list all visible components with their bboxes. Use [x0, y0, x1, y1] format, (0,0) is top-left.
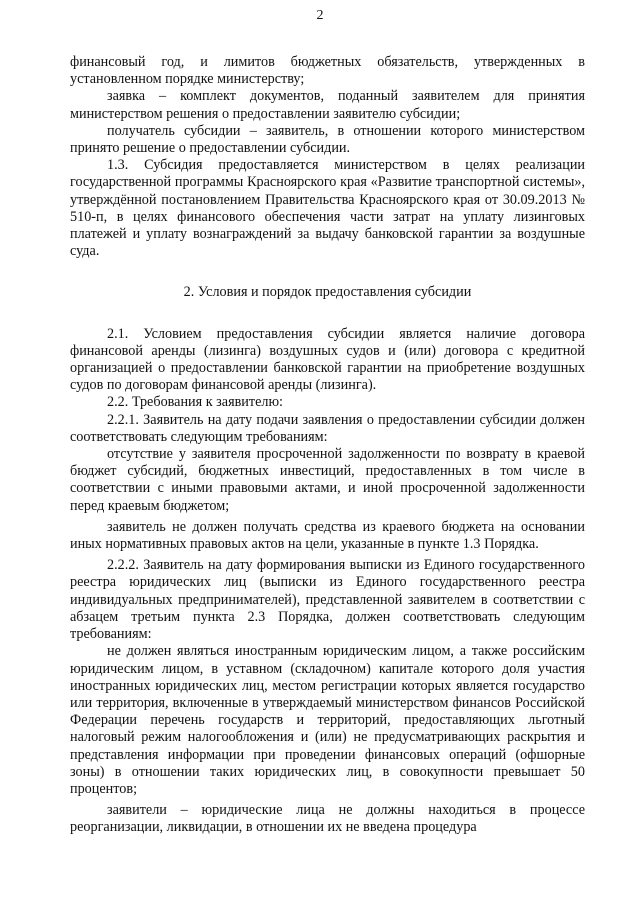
paragraph-requirement-no-debt: отсутствие у заявителя просроченной задолженности по возврату в краевой бюджет субсидий, бюджетных инвестиций, предоставленных в том числе в соответствии с иными правовыми актами, и иной просроченной задолженности перед краевым бюджетом; — [70, 446, 585, 514]
paragraph-definition-application: заявка – комплект документов, поданный заявителем для принятия министерством решения о предоставлении заявителю субсидии; — [70, 88, 585, 122]
paragraph-1-3: 1.3. Субсидия предоставляется министерством в целях реализации государственной программы Красноярского края «Развитие транспортной системы», утверждённой постановлением Правительства Красноярского края от 30.09.2013 № 510-п, в целях финансового обеспечения части затрат на уплату лизинговых платежей и уплату вознаграждений за выдачу банковской гарантии за воздушные суда. — [70, 157, 585, 260]
page-number: 2 — [316, 8, 324, 23]
paragraph-requirement-not-foreign: не должен являться иностранным юридическим лицом, а также российским юридическим лицом, в уставном (складочном) капитале которого доля участия иностранных юридических лиц, местом регистрации которых является государство или территория, включенные в утверждаемый министерством финансов Российской Федерации перечень государств и территорий, предоставляющих льготный налоговый режим налогообложения и (или) не предусматривающих раскрытия и представления информации при проведении финансовых операций (офшорные зоны) в отношении таких юридических лиц, в совокупности превышает 50 процентов; — [70, 643, 585, 797]
paragraph-continuation: финансовый год, и лимитов бюджетных обязательств, утвержденных в установленном порядке министерству; — [70, 54, 585, 88]
paragraph-2-2-2: 2.2.2. Заявитель на дату формирования выписки из Единого государственного реестра юридических лиц (выписки из Единого государственного реестра индивидуальных предпринимателей), представленной заявителем в соответствии с абзацем третьим пункта 2.3 Порядка, должен соответствовать следующим требованиям: — [70, 557, 585, 643]
document-body — [70, 54, 585, 837]
paragraph-definition-recipient: получатель субсидии – заявитель, в отношении которого министерством принято решение о предоставлении субсидии. — [70, 122, 585, 157]
paragraph-2-1: 2.1. Условием предоставления субсидии является наличие договора финансовой аренды (лизинга) воздушных судов и (или) договора с кредитной организацией о предоставлении банковской гарантии на приобретение воздушных судов по договорам финансовой аренды (лизинга). — [70, 325, 585, 394]
section-heading: 2. Условия и порядок предоставления субсидии — [183, 284, 472, 301]
paragraph-2-2-1: 2.2.1. Заявитель на дату подачи заявления о предоставлении субсидии должен соответствовать следующим требованиям: — [70, 411, 585, 445]
paragraph-2-2: 2.2. Требования к заявителю: — [107, 394, 283, 411]
paragraph-requirement-no-reorganization: заявители – юридические лица не должны находиться в процессе реорганизации, ликвидации, в отношении их не введена процедура — [70, 802, 585, 836]
paragraph-requirement-no-funds: заявитель не должен получать средства из краевого бюджета на основании иных нормативных правовых актов на цели, указанные в пункте 1.3 Порядка. — [70, 518, 585, 553]
